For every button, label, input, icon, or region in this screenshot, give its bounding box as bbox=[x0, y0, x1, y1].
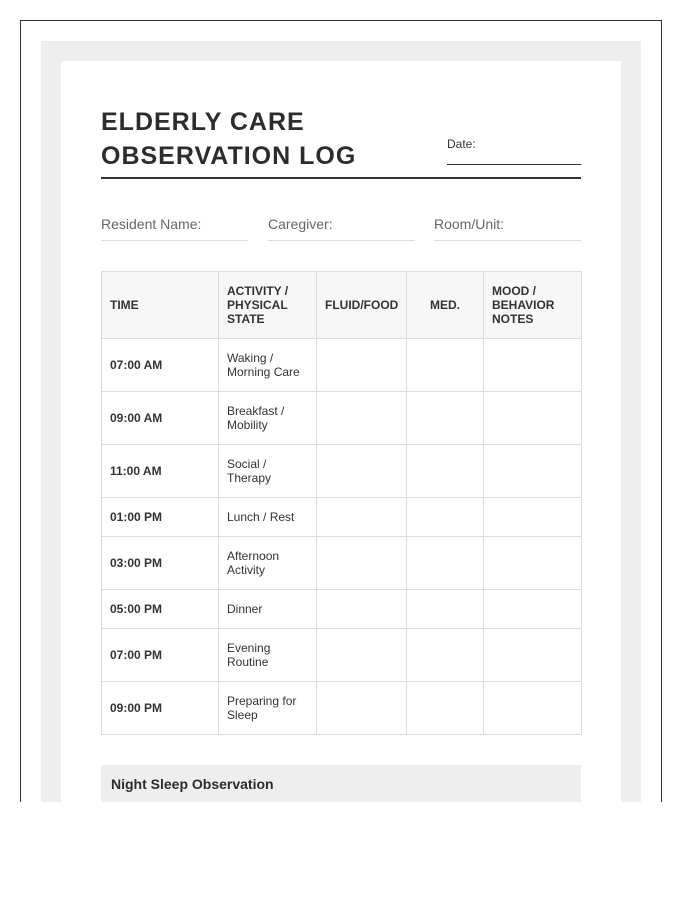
fluid-food-cell[interactable] bbox=[317, 629, 407, 682]
table-row bbox=[102, 392, 582, 445]
med-cell[interactable] bbox=[407, 629, 484, 682]
row-time: 07:00 PM bbox=[102, 629, 219, 682]
med-cell[interactable] bbox=[407, 682, 484, 735]
mood-notes-cell[interactable] bbox=[484, 445, 582, 498]
row-activity: Social / Therapy bbox=[219, 445, 317, 498]
row-time: 01:00 PM bbox=[102, 498, 219, 537]
header-fluid-food: FLUID/FOOD bbox=[317, 272, 407, 339]
observation-table bbox=[101, 271, 582, 735]
resident-name-field[interactable] bbox=[101, 213, 248, 241]
row-activity: Lunch / Rest bbox=[219, 498, 317, 537]
caregiver-label: Caregiver: bbox=[268, 216, 333, 232]
document-title bbox=[101, 105, 401, 173]
mood-notes-cell[interactable] bbox=[484, 537, 582, 590]
row-time: 09:00 PM bbox=[102, 682, 219, 735]
row-time: 05:00 PM bbox=[102, 590, 219, 629]
title-line-1: ELDERLY CARE bbox=[101, 108, 305, 136]
fluid-food-cell[interactable] bbox=[317, 682, 407, 735]
table-row bbox=[102, 590, 582, 629]
header-mood: MOOD / BEHAVIOR NOTES bbox=[484, 272, 582, 339]
fluid-food-cell[interactable] bbox=[317, 392, 407, 445]
table-row bbox=[102, 629, 582, 682]
header-activity: ACTIVITY / PHYSICAL STATE bbox=[219, 272, 317, 339]
fluid-food-cell[interactable] bbox=[317, 498, 407, 537]
date-label: Date: bbox=[447, 137, 476, 151]
fluid-food-cell[interactable] bbox=[317, 445, 407, 498]
page-margin bbox=[41, 41, 641, 802]
row-activity: Evening Routine bbox=[219, 629, 317, 682]
document-sheet bbox=[61, 61, 621, 802]
med-cell[interactable] bbox=[407, 537, 484, 590]
row-activity: Dinner bbox=[219, 590, 317, 629]
resident-name-label: Resident Name: bbox=[101, 216, 202, 232]
mood-notes-cell[interactable] bbox=[484, 498, 582, 537]
mood-notes-cell[interactable] bbox=[484, 629, 582, 682]
fluid-food-cell[interactable] bbox=[317, 537, 407, 590]
room-unit-field[interactable] bbox=[434, 213, 581, 241]
row-time: 11:00 AM bbox=[102, 445, 219, 498]
document-header bbox=[101, 105, 581, 179]
med-cell[interactable] bbox=[407, 392, 484, 445]
table-header-row bbox=[102, 272, 582, 339]
fluid-food-cell[interactable] bbox=[317, 590, 407, 629]
title-line-2: OBSERVATION LOG bbox=[101, 142, 357, 170]
row-activity: Waking / Morning Care bbox=[219, 339, 317, 392]
page-frame bbox=[20, 20, 662, 802]
caregiver-field[interactable] bbox=[268, 213, 415, 241]
mood-notes-cell[interactable] bbox=[484, 339, 582, 392]
med-cell[interactable] bbox=[407, 498, 484, 537]
med-cell[interactable] bbox=[407, 445, 484, 498]
row-activity: Afternoon Activity bbox=[219, 537, 317, 590]
fluid-food-cell[interactable] bbox=[317, 339, 407, 392]
row-activity: Breakfast / Mobility bbox=[219, 392, 317, 445]
table-row bbox=[102, 339, 582, 392]
table-row bbox=[102, 537, 582, 590]
med-cell[interactable] bbox=[407, 339, 484, 392]
table-row bbox=[102, 498, 582, 537]
med-cell[interactable] bbox=[407, 590, 484, 629]
row-time: 03:00 PM bbox=[102, 537, 219, 590]
table-row bbox=[102, 445, 582, 498]
date-field[interactable] bbox=[447, 135, 581, 165]
header-med: MED. bbox=[407, 272, 484, 339]
mood-notes-cell[interactable] bbox=[484, 590, 582, 629]
row-time: 07:00 AM bbox=[102, 339, 219, 392]
row-activity: Preparing for Sleep bbox=[219, 682, 317, 735]
row-time: 09:00 AM bbox=[102, 392, 219, 445]
mood-notes-cell[interactable] bbox=[484, 392, 582, 445]
mood-notes-cell[interactable] bbox=[484, 682, 582, 735]
header-time: TIME bbox=[102, 272, 219, 339]
room-unit-label: Room/Unit: bbox=[434, 216, 505, 232]
night-sleep-section-heading: Night Sleep Observation bbox=[101, 765, 581, 802]
table-row bbox=[102, 682, 582, 735]
info-fields bbox=[101, 213, 581, 241]
